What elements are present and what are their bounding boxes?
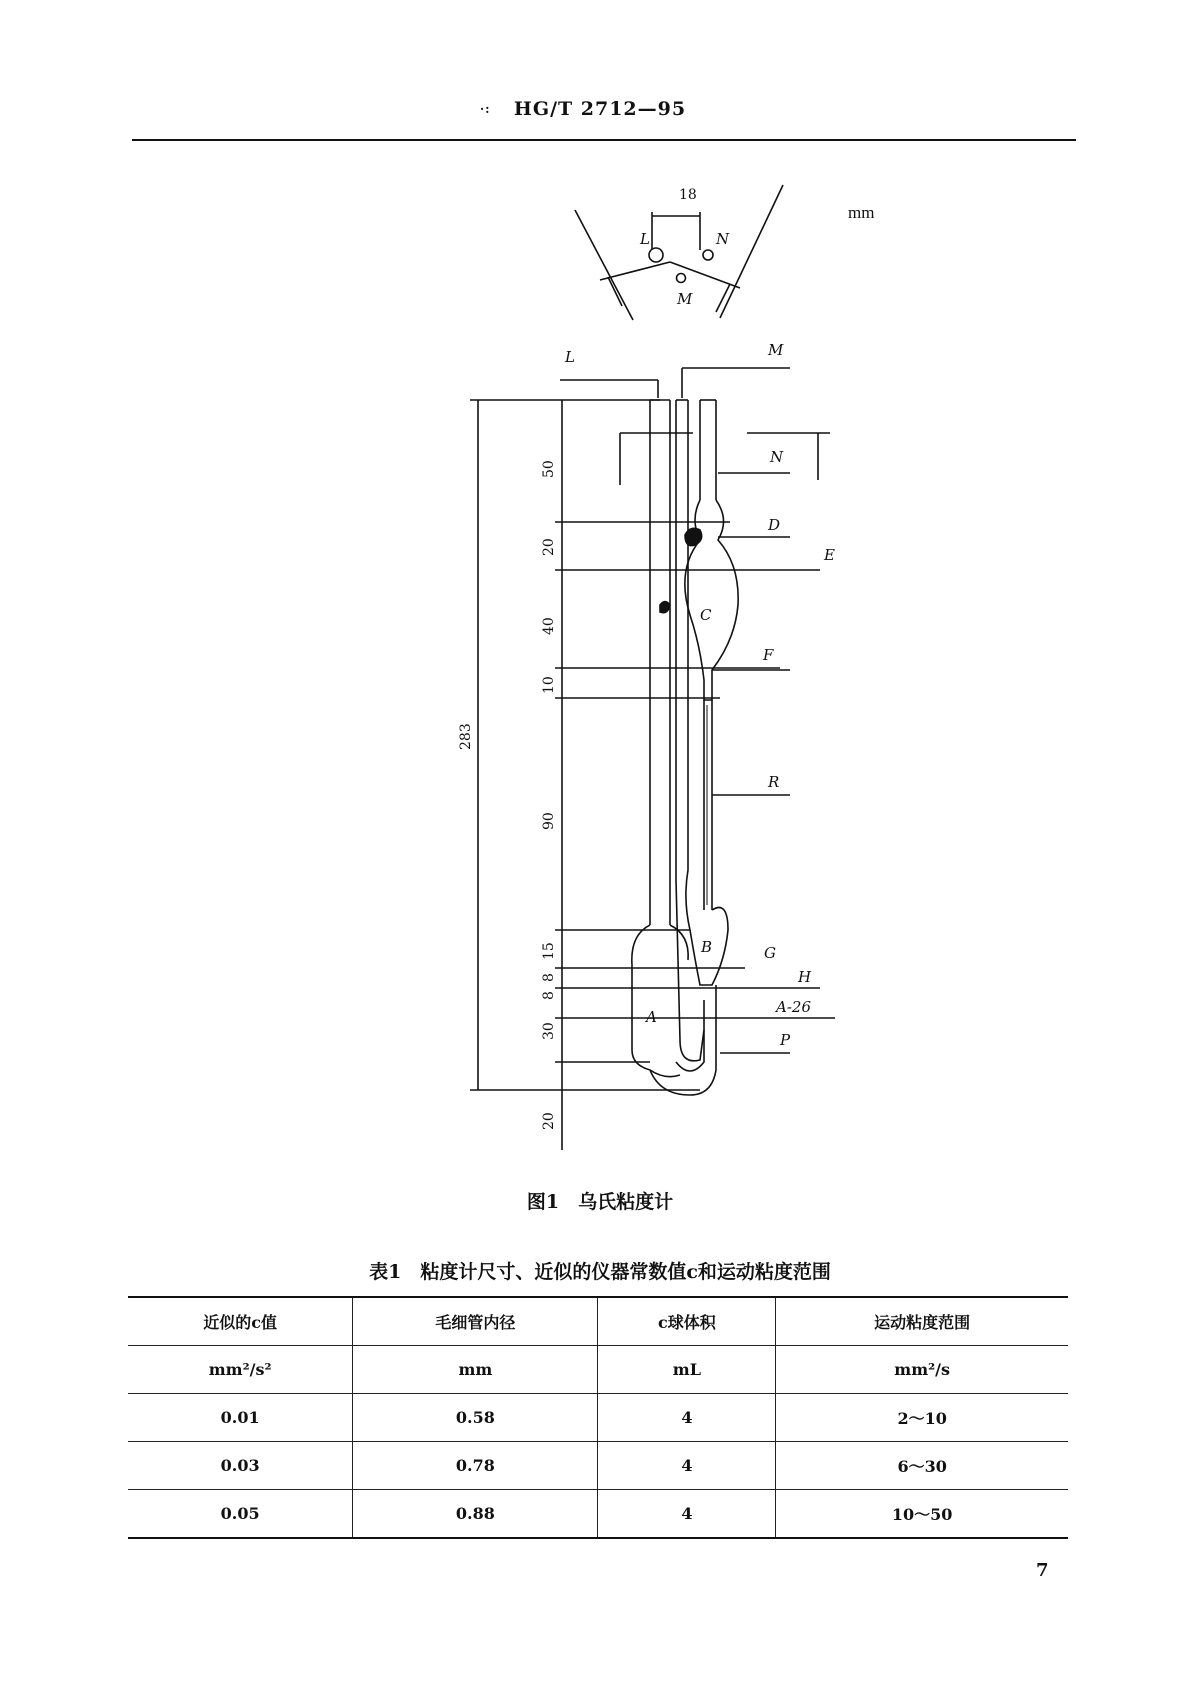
label-r: R bbox=[768, 773, 780, 791]
header-mark: ·: bbox=[480, 102, 491, 116]
dim-50: 50 bbox=[541, 460, 557, 478]
figure-caption: 图1 乌氏粘度计 bbox=[526, 1191, 674, 1213]
unit-cell: mL bbox=[598, 1346, 776, 1394]
table-cell: 4 bbox=[598, 1442, 776, 1490]
table-cell: 0.88 bbox=[353, 1490, 598, 1539]
label-b: B bbox=[701, 938, 713, 956]
unit-cell: mm²/s bbox=[776, 1346, 1068, 1394]
unit-cell: mm²/s² bbox=[128, 1346, 353, 1394]
header-cell: 近似的c值 bbox=[128, 1297, 353, 1346]
dim-8a: 8 bbox=[541, 973, 557, 982]
unit-cell: mm bbox=[353, 1346, 598, 1394]
table-cell: 10～50 bbox=[776, 1490, 1068, 1539]
page-number: 7 bbox=[1036, 1560, 1049, 1581]
dim-15: 15 bbox=[541, 942, 557, 960]
table-row bbox=[128, 1394, 1068, 1442]
label-d: D bbox=[768, 516, 781, 534]
dim-90: 90 bbox=[541, 812, 557, 830]
label-g: G bbox=[764, 944, 776, 962]
dim-40: 40 bbox=[541, 617, 557, 635]
table-cell: 0.01 bbox=[128, 1394, 353, 1442]
label-l: L bbox=[565, 348, 575, 366]
label-h: H bbox=[798, 968, 812, 986]
label-f: F bbox=[763, 646, 774, 664]
header-cell: 运动粘度范围 bbox=[776, 1297, 1068, 1346]
table-unit-row bbox=[128, 1346, 1068, 1394]
header-cell: c球体积 bbox=[598, 1297, 776, 1346]
table-cell: 4 bbox=[598, 1394, 776, 1442]
dim-20a: 20 bbox=[541, 538, 557, 556]
table-header-row bbox=[128, 1297, 1068, 1346]
dim-total: 283 bbox=[458, 723, 474, 750]
table-cell: 0.78 bbox=[353, 1442, 598, 1490]
table-cell: 0.05 bbox=[128, 1490, 353, 1539]
label-a: A bbox=[646, 1008, 657, 1026]
label-p: P bbox=[780, 1031, 791, 1049]
table-cell: 0.03 bbox=[128, 1442, 353, 1490]
top-spacing-label: 18 bbox=[679, 187, 697, 203]
dim-20b: 20 bbox=[541, 1112, 557, 1130]
dim-8b: 8 bbox=[541, 991, 557, 1000]
viscometer-table bbox=[128, 1296, 1068, 1539]
table-cell: 0.58 bbox=[353, 1394, 598, 1442]
table-row bbox=[128, 1442, 1068, 1490]
table-row bbox=[128, 1490, 1068, 1539]
standard-number: HG/T 2712—95 bbox=[513, 98, 687, 120]
top-label-m: M bbox=[677, 290, 693, 308]
header-cell: 毛细管内径 bbox=[353, 1297, 598, 1346]
dim-30: 30 bbox=[541, 1022, 557, 1040]
label-e: E bbox=[824, 546, 835, 564]
table-cell: 2～10 bbox=[776, 1394, 1068, 1442]
top-label-n: N bbox=[716, 230, 730, 248]
label-c: C bbox=[700, 606, 712, 624]
table-caption: 表1 粘度计尺寸、近似的仪器常数值c和运动粘度范围 bbox=[369, 1261, 831, 1283]
label-n: N bbox=[770, 448, 784, 466]
label-a26: A-26 bbox=[776, 998, 811, 1016]
table-cell: 4 bbox=[598, 1490, 776, 1539]
top-label-l: L bbox=[640, 230, 650, 248]
unit-label: mm bbox=[848, 203, 875, 222]
viscometer-body bbox=[632, 400, 738, 1095]
label-m: M bbox=[768, 341, 784, 359]
table-cell: 6～30 bbox=[776, 1442, 1068, 1490]
dim-10: 10 bbox=[541, 676, 557, 694]
